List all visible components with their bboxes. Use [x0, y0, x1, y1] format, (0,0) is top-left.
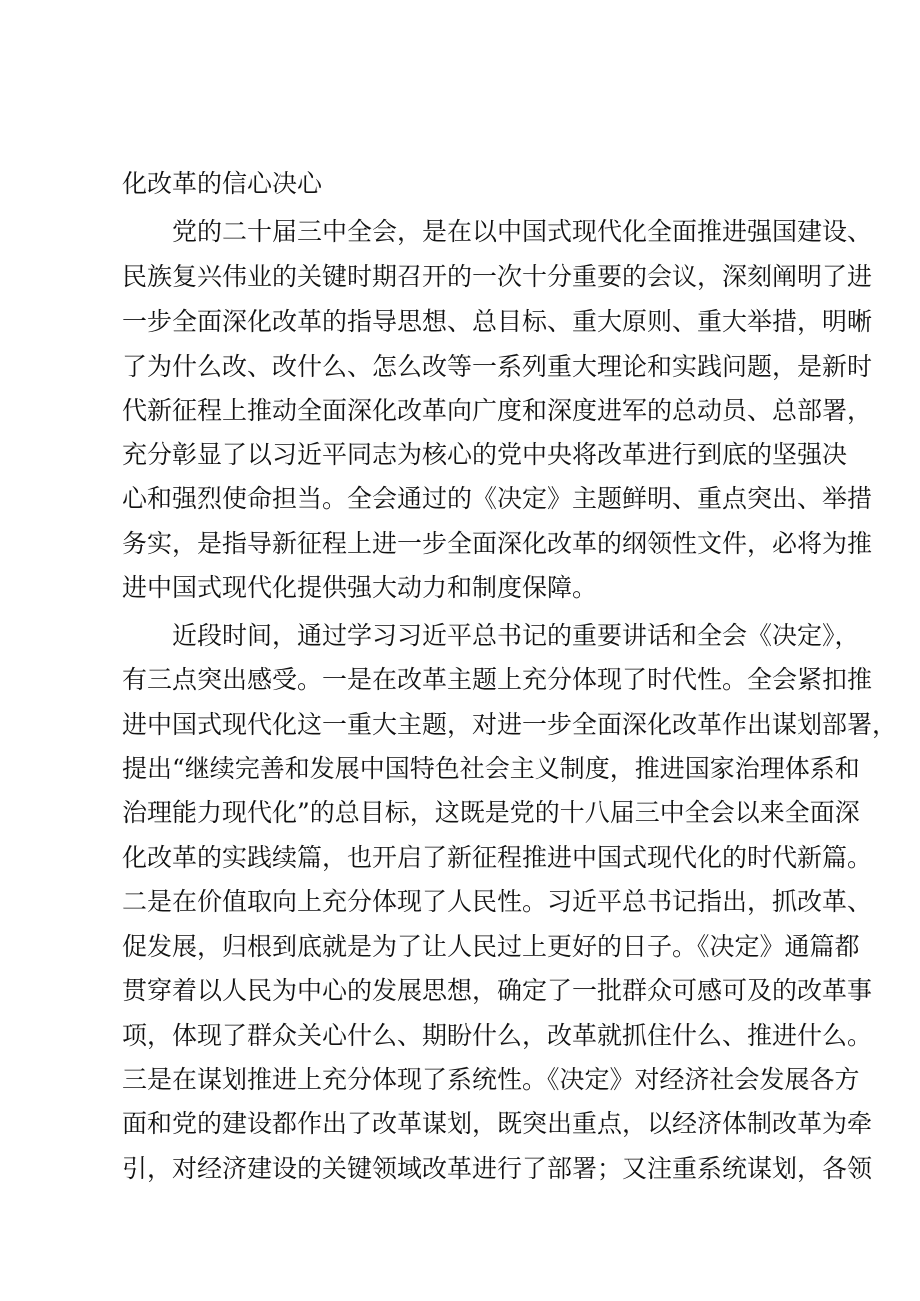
text-line-14: 提出“继续完善和发展中国特色社会主义制度，推进国家治理体系和 — [122, 754, 860, 783]
text-line-9: 务实，是指导新征程上进一步全面深化改革的纲领性文件，必将为推 — [122, 529, 873, 558]
text-line-15: 治理能力现代化”的总目标，这既是党的十八届三中全会以来全面深 — [122, 798, 860, 827]
text-line-19: 贯穿着以人民为中心的发展思想，确定了一批群众可感可及的改革事 — [122, 976, 873, 1005]
text-line-2: 党的二十届三中全会，是在以中国式现代化全面推进强国建设、 — [172, 217, 873, 246]
text-line-18: 促发展，归根到底就是为了让人民过上更好的日子。《决定》通篇都 — [122, 932, 860, 961]
text-line-7: 充分彰显了以习近平同志为核心的党中央将改革进行到底的坚强决 — [122, 440, 848, 469]
text-line-5: 了为什么改、改什么、怎么改等一系列重大理论和实践问题，是新时 — [122, 352, 873, 381]
text-line-10: 进中国式现代化提供强大动力和制度保障。 — [122, 573, 598, 602]
text-line-20: 项，体现了群众关心什么、期盼什么，改革就抓住什么、推进什么。 — [122, 1021, 873, 1050]
text-line-22: 面和党的建设都作出了改革谋划，既突出重点，以经济体制改革为牵 — [122, 1109, 873, 1138]
text-line-21: 三是在谋划推进上充分体现了系统性。《决定》对经济社会发展各方 — [122, 1065, 860, 1094]
text-line-3: 民族复兴伟业的关键时期召开的一次十分重要的会议，深刻阐明了进 — [122, 262, 873, 291]
text-line-8: 心和强烈使命担当。全会通过的《决定》主题鲜明、重点突出、举措 — [122, 484, 873, 513]
text-line-13: 进中国式现代化这一重大主题，对进一步全面深化改革作出谋划部署， — [122, 710, 898, 739]
text-line-6: 代新征程上推动全面深化改革向广度和深度进军的总动员、总部署， — [122, 396, 873, 425]
text-line-1: 化改革的信心决心 — [122, 169, 323, 198]
text-line-17: 二是在价值取向上充分体现了人民性。习近平总书记指出，抓改革、 — [122, 887, 873, 916]
text-line-12: 有三点突出感受。一是在改革主题上充分体现了时代性。全会紧扣推 — [122, 665, 873, 694]
text-line-23: 引，对经济建设的关键领域改革进行了部署；又注重系统谋划，各领 — [122, 1154, 873, 1183]
text-line-4: 一步全面深化改革的指导思想、总目标、重大原则、重大举措，明晰 — [122, 307, 873, 336]
text-line-16: 化改革的实践续篇，也开启了新征程推进中国式现代化的时代新篇。 — [122, 843, 873, 872]
text-line-11: 近段时间，通过学习习近平总书记的重要讲话和全会《决定》， — [172, 621, 860, 650]
